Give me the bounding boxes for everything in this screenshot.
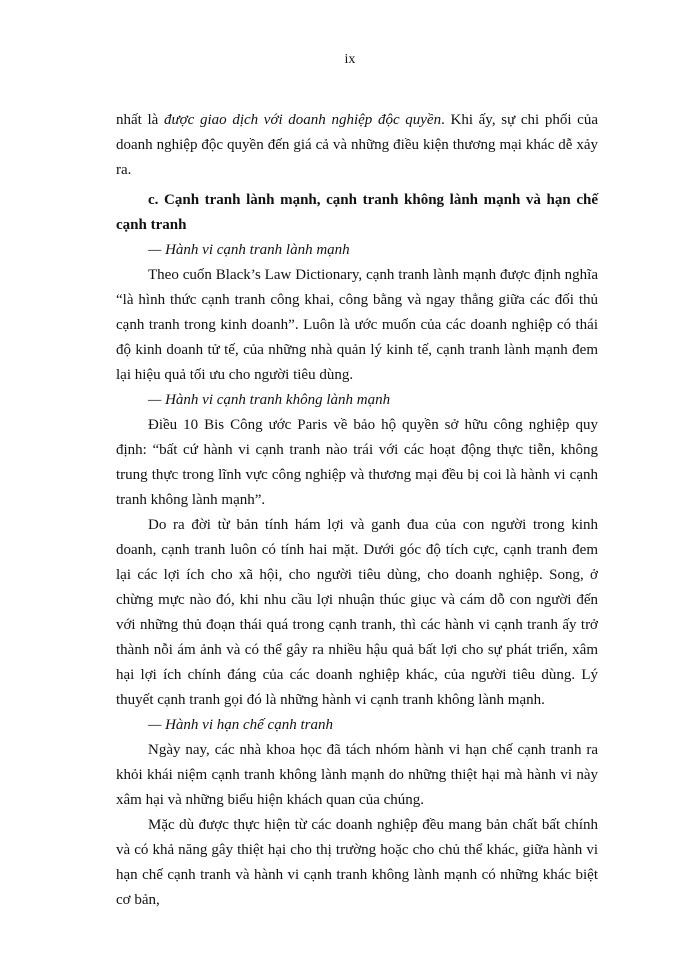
paragraph-continuation [116,108,598,183]
subheading-fair-competition: — Hành vi cạnh tranh lành mạnh [148,242,350,258]
paragraph-differences: Mặc dù được thực hiện từ các doanh nghiệp đều mang bản chất bất chính và có khả năng gây thiệt hại cho thị trường hoặc cho chủ thể khác, giữa hành vi hạn chế cạnh tranh và hành vi cạnh tranh không lành mạnh có những khác biệt cơ bản, [116,817,598,908]
paragraph-text: . Khi ấy, sự chi phối của doanh nghiệp độc quyền đến giá cả và những điều kiện thương mại khác dễ xảy ra. [116,112,598,178]
italic-phrase: được giao dịch với doanh nghiệp độc quyền [163,112,442,128]
subheading-restrictive-competition: — Hành vi hạn chế cạnh tranh [148,717,333,733]
paragraph-paris-convention: Điều 10 Bis Công ước Paris về bảo hộ quyền sở hữu công nghiệp quy định: “bất cứ hành vi cạnh tranh nào trái với các hoạt động thực tiễn, không trung thực trong lĩnh vực công nghiệp và thương mại đều bị coi là hành vi cạnh tranh không lành mạnh”. [116,417,598,508]
paragraph-separation-of-concepts: Ngày nay, các nhà khoa học đã tách nhóm hành vi hạn chế cạnh tranh ra khỏi khái niệm cạnh tranh không lành mạnh do những thiệt hại mà hành vi này xâm hại và những biểu hiện khách quan của chúng. [116,742,598,808]
section-heading: c. Cạnh tranh lành mạnh, cạnh tranh không lành mạnh và hạn chế cạnh tranh [116,192,598,233]
subheading-unfair-competition: — Hành vi cạnh tranh không lành mạnh [148,392,391,408]
paragraph-text: nhất là [116,112,164,128]
paragraph-fair-competition-definition: Theo cuốn Black’s Law Dictionary, cạnh tranh lành mạnh được định nghĩa “là hình thức cạnh tranh công khai, công bằng và ngay thẳng giữa các đối thủ cạnh tranh trong kinh doanh”. Luôn là ước muốn của các doanh nghiệp có thái độ kinh doanh tử tế, của những nhà quản lý kinh tế, cạnh tranh lành mạnh đem lại hiệu quả tối ưu cho người tiêu dùng. [116,267,598,383]
document-body [116,108,598,913]
page-number: ix [344,52,356,67]
paragraph-two-sided-competition: Do ra đời từ bản tính hám lợi và ganh đua của con người trong kinh doanh, cạnh tranh luôn có tính hai mặt. Dưới góc độ tích cực, cạnh tranh đem lại các lợi ích cho xã hội, cho người tiêu dùng, cho doanh nghiệp. Song, ở chừng mực nào đó, khi nhu cầu lợi nhuận thúc giục và cám dỗ con người đến với những thủ đoạn thái quá trong cạnh tranh, thì các hành vi cạnh tranh ấy trở thành nỗi ám ảnh và có thể gây ra nhiều hậu quả bất lợi cho sự phát triển, xâm hại lợi ích chính đáng của các doanh nghiệp khác, của người tiêu dùng. Lý thuyết cạnh tranh gọi đó là những hành vi cạnh tranh không lành mạnh. [116,517,598,708]
